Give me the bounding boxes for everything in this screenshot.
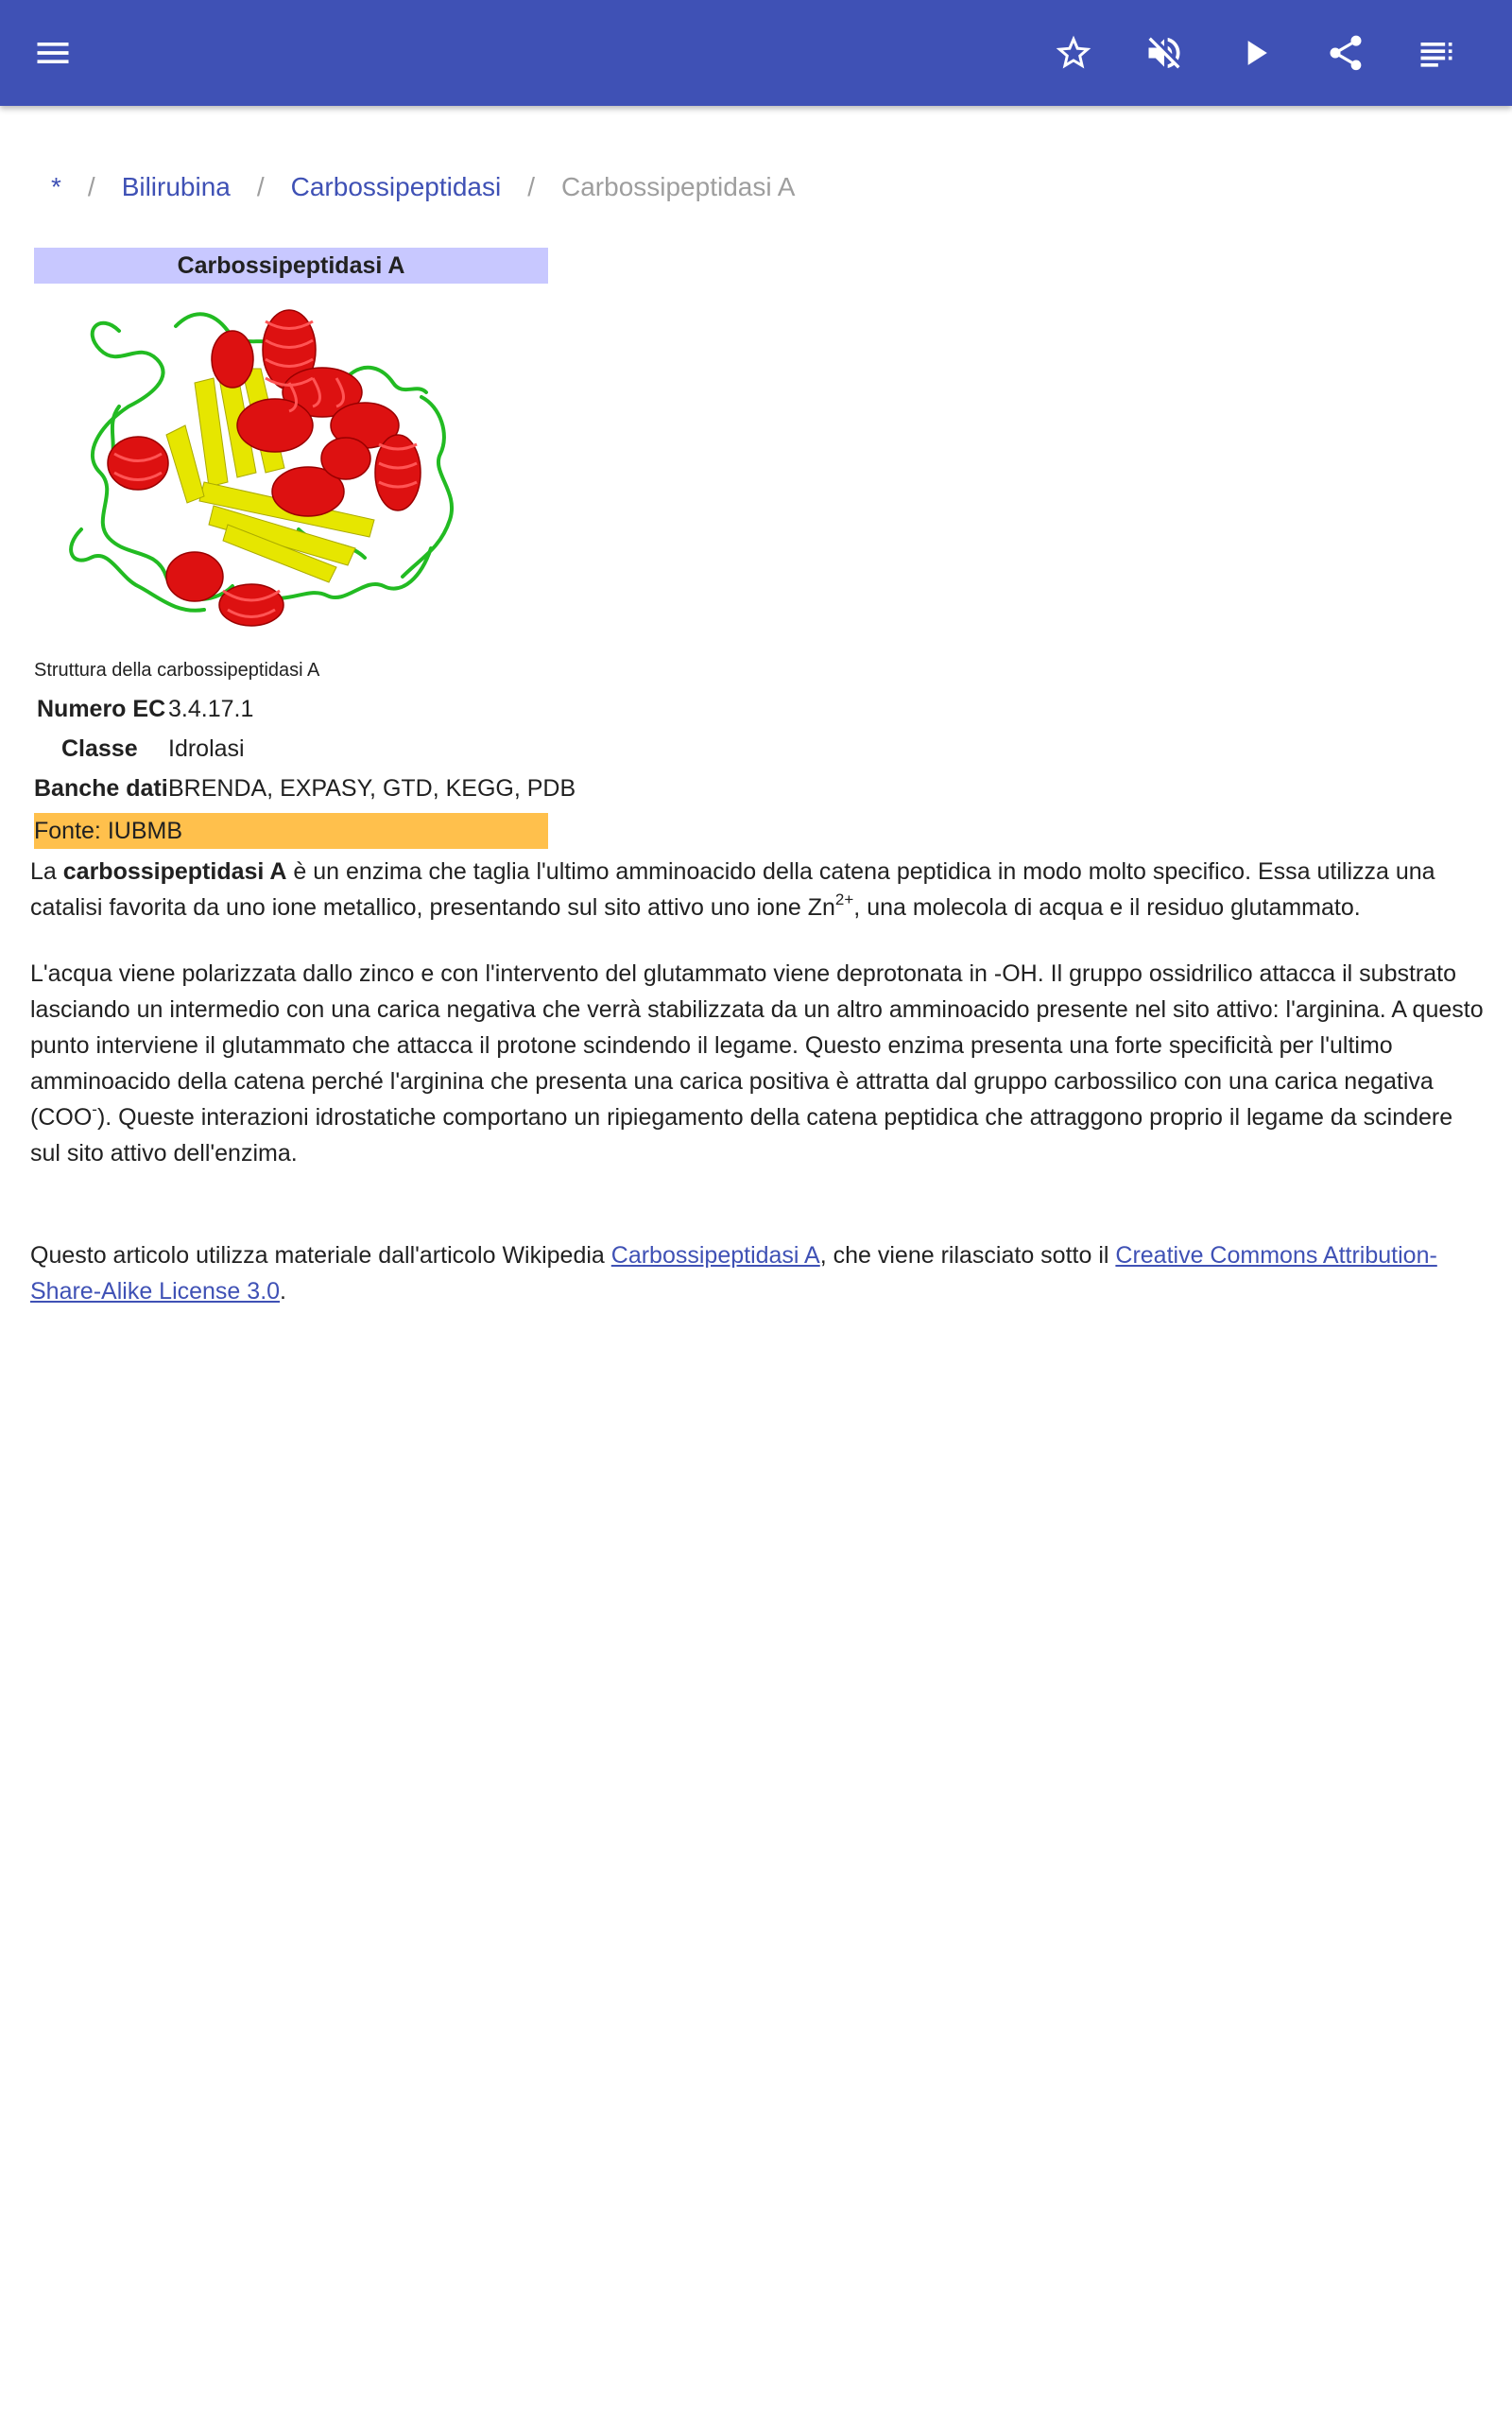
article-paragraph-2: [30, 956, 1486, 1171]
infobox-key: Banche dati: [34, 775, 168, 802]
infobox-row-ec: [34, 690, 548, 728]
superscript: -: [92, 1100, 97, 1118]
text: ). Queste interazioni idrostatiche comportano un ripiegamento della catena peptidica che attraggono proprio il legame da scindere sul sito attivo dell'enzima.: [30, 1104, 1453, 1167]
play-icon: [1234, 32, 1276, 74]
text: Questo articolo utilizza materiale dall'articolo Wikipedia: [30, 1242, 611, 1269]
infobox-value[interactable]: 3.4.17.1: [168, 696, 254, 722]
protein-structure-image[interactable]: [62, 293, 488, 652]
infobox-source: Fonte: IUBMB: [34, 813, 548, 849]
infobox-key: Classe: [61, 735, 138, 762]
breadcrumb-separator: /: [527, 172, 535, 201]
text: , che viene rilasciato sotto il: [819, 1242, 1116, 1269]
article-paragraph-1: [30, 854, 1486, 925]
text: L'acqua viene polarizzata dallo zinco e con l'intervento del glutammato viene deprotonata in -OH. Il gruppo ossidrilico attacca il substrato lasciando un intermedio con una carica negativa che verrà stabilizzata da un altro amminoacido presente nel sito attivo: l'arginina. A questo punto interviene il glutammato che attacca il protone scindendo il legame. Questo enzima presenta una forte specificità per l'ultimo amminoacido della catena perché l'arginina che presenta una carica positiva è attratta dal gruppo carbossilico con una carica negativa (COO: [30, 960, 1484, 1131]
text: , una molecola di acqua e il residuo glutammato.: [853, 894, 1361, 921]
infobox-key: Numero EC: [37, 696, 166, 722]
infobox-caption: Struttura della carbossipeptidasi A: [34, 660, 320, 681]
license-link[interactable]: Creative Commons Attribution-Share-Alike License 3.0: [30, 1242, 1437, 1305]
attribution-paragraph: [30, 1237, 1486, 1309]
breadcrumb: [51, 168, 795, 206]
playlist-icon: [1416, 32, 1457, 74]
text: è un enzima che taglia l'ultimo amminoacido della catena peptidica in modo molto specifico. Essa utilizza una catalisi favorita da uno ione metallico, presentando sul sito attivo uno ione Zn: [30, 858, 1435, 921]
breadcrumb-link-bilirubina[interactable]: Bilirubina: [121, 172, 231, 201]
breadcrumb-separator: /: [87, 172, 95, 201]
bookmark-button[interactable]: [1047, 26, 1100, 79]
star-outline-icon: [1053, 32, 1094, 74]
play-button[interactable]: [1228, 26, 1281, 79]
share-button[interactable]: [1319, 26, 1372, 79]
text: .: [280, 1278, 286, 1305]
breadcrumb-separator: /: [256, 172, 265, 201]
volume-off-icon: [1143, 32, 1185, 74]
breadcrumb-link-home[interactable]: *: [51, 172, 61, 201]
infobox-title: Carbossipeptidasi A: [34, 248, 548, 284]
wikipedia-article-link[interactable]: Carbossipeptidasi A: [610, 1242, 820, 1269]
mute-button[interactable]: [1138, 26, 1191, 79]
infobox-row-classe: [34, 730, 548, 768]
app-bar: [0, 0, 1512, 106]
breadcrumb-link-carbossipeptidasi[interactable]: Carbossipeptidasi: [290, 172, 502, 201]
text: La: [30, 858, 63, 885]
menu-button[interactable]: [26, 26, 79, 79]
bold-term: carbossipeptidasi A: [62, 858, 287, 885]
superscript: 2+: [834, 890, 854, 908]
infobox-row-banche-dati: [34, 769, 576, 807]
share-icon: [1325, 32, 1366, 74]
menu-icon: [32, 32, 74, 74]
contents-button[interactable]: [1410, 26, 1463, 79]
infobox-value: Idrolasi: [168, 735, 245, 762]
infobox-value[interactable]: BRENDA, EXPASY, GTD, KEGG, PDB: [168, 775, 576, 802]
breadcrumb-current: Carbossipeptidasi A: [561, 172, 796, 201]
infobox: [34, 248, 576, 844]
